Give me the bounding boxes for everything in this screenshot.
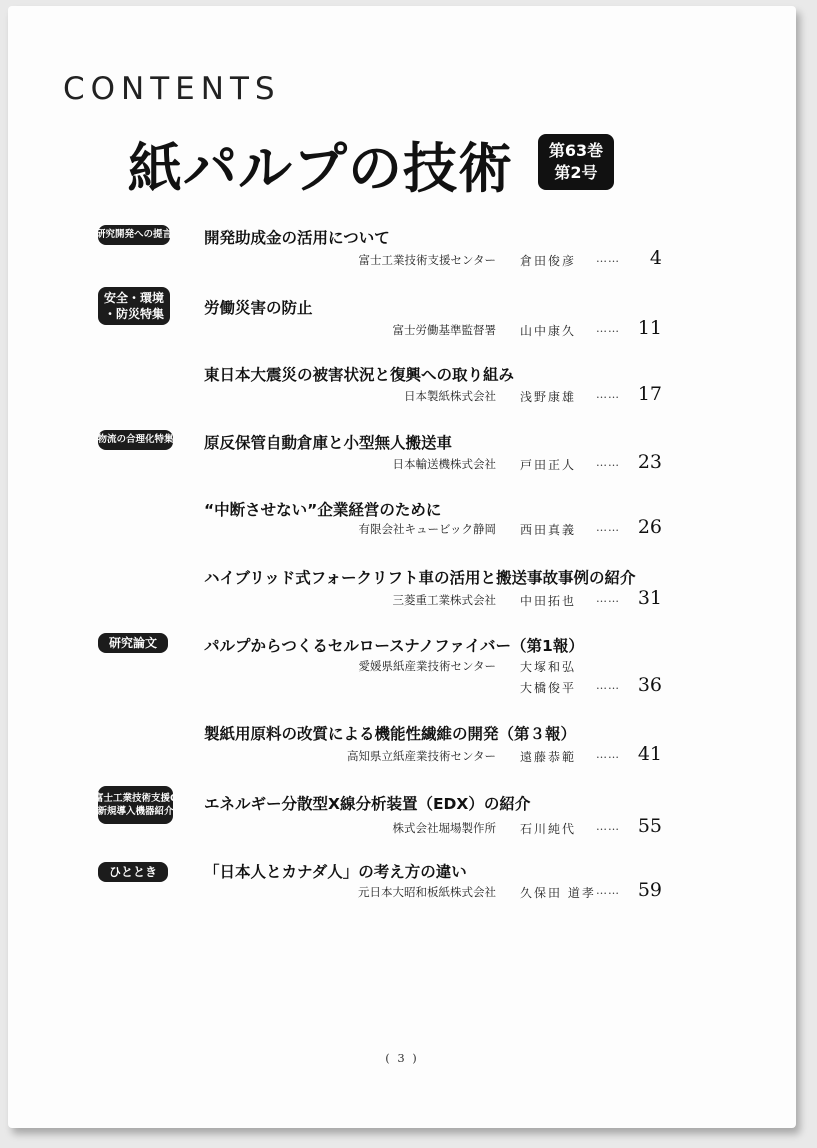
section-tag-line: 富士工業技術支援C	[94, 792, 177, 804]
section-tag-line: 安全・環境	[103, 291, 164, 305]
journal-title: 紙パルプの技術	[128, 137, 513, 200]
author-name: 西田真義	[520, 523, 577, 537]
section-tag-line: ひととき	[108, 865, 157, 879]
volume-badge	[538, 134, 614, 190]
leader-dots: ……	[596, 592, 620, 605]
section-tag-line: ・防災特集	[103, 307, 164, 321]
author-name: 戸田正人	[520, 458, 577, 472]
author-affiliation: 富士労働基準監督署	[392, 323, 496, 337]
article-title: “中断させない”企業経営のために	[204, 501, 442, 519]
section-tag	[98, 430, 173, 450]
author-affiliation: 日本輸送機株式会社	[392, 457, 496, 471]
section-tag-line: 新規導入機器紹介	[97, 806, 174, 817]
leader-dots: ……	[596, 679, 620, 692]
author-affiliation: 高知県立紙産業技術センター	[346, 749, 496, 763]
article-title: 製紙用原料の改質による機能性繊維の開発（第３報）	[204, 725, 577, 743]
section-tag-line: 研究開発への提言	[96, 229, 173, 241]
leader-dots: ……	[596, 388, 620, 401]
leader-dots: ……	[596, 521, 620, 534]
section-tag	[98, 633, 168, 653]
section-tag	[94, 786, 177, 824]
author-affiliation: 愛媛県紙産業技術センター	[358, 659, 496, 673]
article-title: 「日本人とカナダ人」の考え方の違い	[204, 863, 467, 881]
contents-heading: CONTENTS	[63, 71, 281, 107]
author-affiliation: 有限会社キュービック静岡	[358, 522, 496, 536]
article-title: 労働災害の防止	[204, 299, 313, 317]
leader-dots: ……	[596, 456, 620, 469]
author-name: 山中康久	[520, 324, 577, 338]
author-affiliation: 元日本大昭和板紙株式会社	[358, 885, 496, 899]
article-title: ハイブリッド式フォークリフト車の活用と搬送事故事例の紹介	[204, 569, 636, 587]
author-name: 大橋俊平	[520, 681, 577, 695]
leader-dots: ……	[596, 884, 620, 897]
author-name: 中田拓也	[520, 594, 577, 608]
author-name: 遠藤恭範	[520, 750, 577, 764]
author-name: 大塚和弘	[520, 660, 577, 674]
volume-label: 第63巻	[548, 141, 604, 160]
author-affiliation: 日本製紙株式会社	[404, 389, 496, 403]
section-tag-line: 物流の合理化特集	[97, 434, 174, 446]
article-title: 開発助成金の活用について	[204, 229, 390, 247]
author-name: 久保田 道孝	[520, 886, 596, 900]
section-tag	[98, 862, 168, 882]
author-affiliation: 株式会社堀場製作所	[392, 821, 496, 835]
leader-dots: ……	[596, 748, 620, 761]
article-title: 東日本大震災の被害状況と復興への取り組み	[204, 366, 515, 384]
page-number: ( 3 )	[385, 1051, 419, 1065]
page-reference: 11	[637, 317, 662, 339]
article-title: エネルギー分散型X線分析装置（EDX）の紹介	[204, 795, 531, 813]
author-name: 浅野康雄	[520, 390, 577, 404]
section-tag	[96, 225, 173, 245]
page-reference: 23	[637, 451, 662, 473]
page-reference: 4	[649, 247, 662, 269]
page-reference: 36	[637, 674, 662, 696]
author-name: 倉田俊彦	[520, 254, 577, 268]
section-tag-line: 研究論文	[108, 636, 157, 650]
leader-dots: ……	[596, 820, 620, 833]
page-reference: 31	[637, 587, 662, 609]
page-reference: 17	[637, 383, 662, 405]
leader-dots: ……	[596, 252, 620, 265]
author-affiliation: 富士工業技術支援センター	[358, 253, 496, 267]
contents-page	[8, 6, 796, 1128]
leader-dots: ……	[596, 322, 620, 335]
page-reference: 55	[637, 815, 662, 837]
page-reference: 41	[637, 743, 662, 765]
issue-label: 第2号	[554, 163, 598, 182]
author-name: 石川純代	[520, 822, 577, 836]
section-tag	[98, 287, 170, 325]
page-reference: 59	[637, 879, 662, 901]
article-title: パルプからつくるセルロースナノファイバー（第1報）	[204, 637, 584, 655]
article-title: 原反保管自動倉庫と小型無人搬送車	[204, 434, 453, 452]
page-reference: 26	[637, 516, 662, 538]
author-affiliation: 三菱重工業株式会社	[392, 593, 496, 607]
